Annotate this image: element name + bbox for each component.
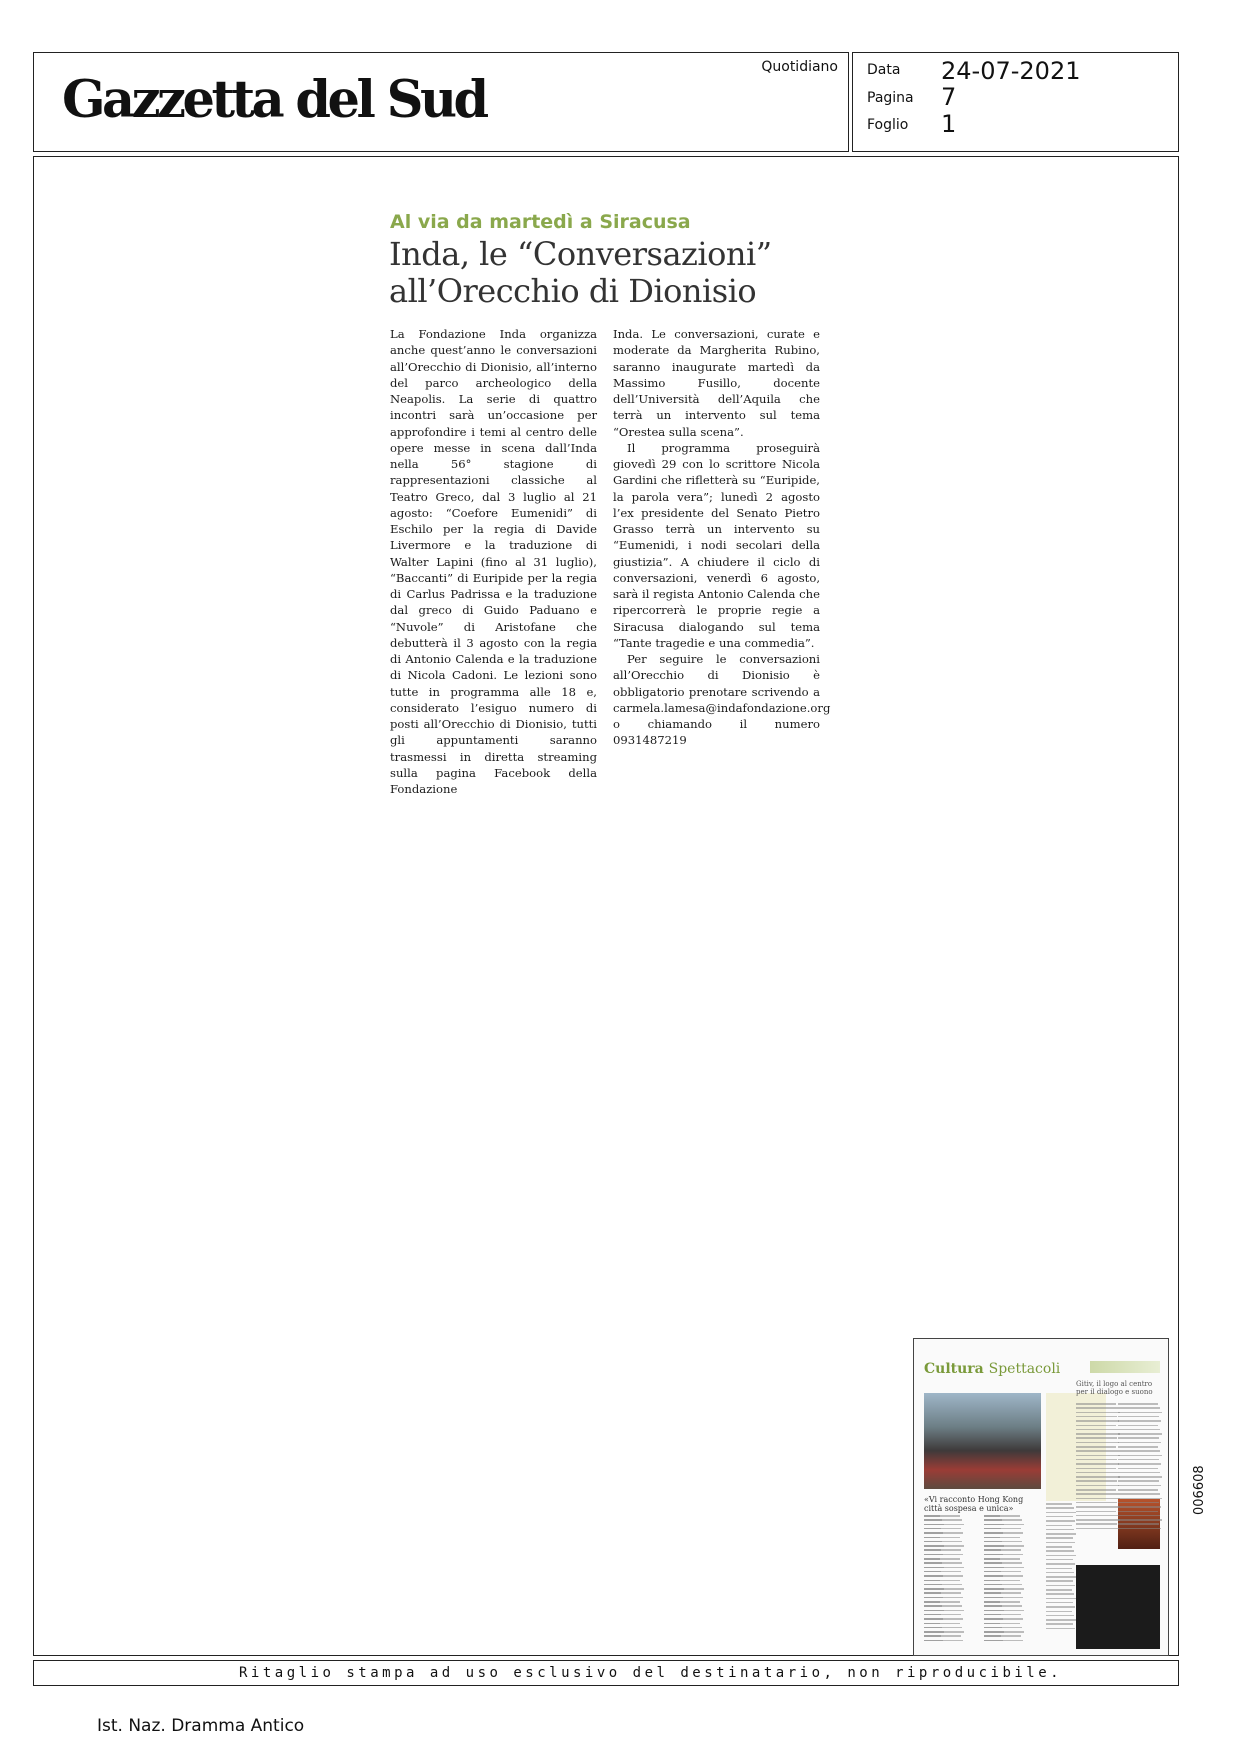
thumb-text-line (1046, 1516, 1073, 1518)
thumb-section-title-2: Spettacoli (988, 1361, 1061, 1377)
thumb-text-line (1118, 1480, 1159, 1482)
date-value: 24-07-2021 (941, 57, 1081, 85)
thumb-text-line (1046, 1533, 1076, 1535)
thumb-text-line (1118, 1412, 1162, 1414)
thumb-text-line (1076, 1515, 1118, 1517)
thumb-text-line (984, 1580, 1020, 1582)
thumb-text-line (1046, 1550, 1074, 1552)
masthead-logo: Gazzetta del Sud (62, 70, 486, 130)
thumb-text-line (984, 1554, 1023, 1556)
thumb-text-line (1076, 1433, 1120, 1435)
thumb-text-line (1046, 1537, 1073, 1539)
thumb-photo-hongkong (924, 1393, 1041, 1489)
thumb-text-line (924, 1575, 963, 1577)
thumb-text-line (1046, 1602, 1073, 1604)
thumb-text-line (924, 1623, 960, 1625)
thumb-text-line (1118, 1442, 1161, 1444)
col2-paragraph-3: Per seguire le conversazioni all’Orecchio di Dionisio è obbligatorio prenotare scrivendo a carmela.lamesa@indafondazione.org o chiamando il numero 0931487219 (613, 652, 831, 748)
thumb-text-line (1076, 1519, 1120, 1521)
thumb-text-line (984, 1623, 1020, 1625)
side-code: 006608 (1192, 1465, 1207, 1515)
thumb-text-line (1076, 1485, 1119, 1487)
thumb-text-line (1118, 1463, 1161, 1465)
thumb-text-line (1076, 1468, 1116, 1470)
footer-bar (33, 1660, 1179, 1686)
thumb-text-line (1118, 1403, 1158, 1405)
thumb-text-line (984, 1515, 1020, 1517)
thumb-text-line (1118, 1528, 1161, 1530)
thumb-text-line (924, 1571, 961, 1573)
article-kicker: Al via da martedì a Siracusa (390, 211, 691, 233)
thumb-text-line (1118, 1425, 1158, 1427)
thumb-text-line (1046, 1580, 1073, 1582)
thumb-text-line (924, 1537, 960, 1539)
thumb-text-line (924, 1614, 961, 1616)
thumb-text-line (1118, 1519, 1162, 1521)
thumb-text-line (984, 1575, 1023, 1577)
thumb-text-line (924, 1528, 961, 1530)
thumb-text-line (924, 1524, 964, 1526)
thumb-text-line (1076, 1450, 1118, 1452)
thumb-text-line (924, 1605, 962, 1607)
thumb-text-line (984, 1605, 1022, 1607)
thumb-text-line (1118, 1450, 1160, 1452)
thumb-text-line (984, 1610, 1024, 1612)
thumb-text-line (984, 1614, 1021, 1616)
thumb-text-line (1046, 1507, 1074, 1509)
thumb-text-line (1118, 1446, 1158, 1448)
owner-label: Ist. Naz. Dramma Antico (97, 1716, 305, 1736)
thumb-text-line (924, 1588, 964, 1590)
thumb-section-title-1: Cultura (924, 1361, 984, 1377)
thumb-text-line (1046, 1546, 1072, 1548)
thumb-text-line (984, 1640, 1023, 1642)
headline-line-2: all’Orecchio di Dionisio (389, 272, 757, 310)
thumb-text-line (984, 1588, 1024, 1590)
thumb-text-line (984, 1549, 1021, 1551)
thumb-text-line (984, 1584, 1022, 1586)
thumb-text-line (1118, 1472, 1160, 1474)
thumb-text-line (1118, 1476, 1162, 1478)
thumb-text-line (924, 1592, 961, 1594)
thumb-text-line (924, 1631, 964, 1633)
article-headline (389, 236, 772, 310)
thumb-text-line (1046, 1585, 1075, 1587)
thumb-text-line (1118, 1511, 1158, 1513)
footer-disclaimer: Ritaglio stampa ad uso esclusivo del destinatario, non riproducibile. (239, 1665, 1063, 1681)
thumb-text-line (1046, 1589, 1072, 1591)
thumb-text-line (924, 1627, 962, 1629)
thumb-text-line (1118, 1502, 1159, 1504)
header-masthead-box (33, 52, 849, 152)
thumb-text-line (1076, 1420, 1119, 1422)
thumb-text-line (924, 1567, 964, 1569)
thumb-text-line (1076, 1459, 1117, 1461)
thumb-text-line (1076, 1528, 1119, 1530)
thumb-text-line (924, 1519, 962, 1521)
page-label: Pagina (867, 90, 914, 106)
thumb-text-line (1118, 1459, 1159, 1461)
thumb-text-line (984, 1532, 1023, 1534)
thumb-text-line (1076, 1463, 1119, 1465)
thumb-text-line (1118, 1489, 1158, 1491)
thumb-text-line (1076, 1416, 1117, 1418)
thumb-text-line (1076, 1437, 1117, 1439)
thumb-text-line (924, 1580, 960, 1582)
thumb-headline-a: «Vi racconto Hong Kong città sospesa e unica» (924, 1495, 1024, 1513)
thumb-text-line (1118, 1437, 1159, 1439)
thumb-text-line (984, 1635, 1021, 1637)
thumb-text-line (924, 1562, 962, 1564)
thumb-text-line (1046, 1615, 1074, 1617)
thumb-text-line (924, 1532, 963, 1534)
thumb-text-line (924, 1584, 962, 1586)
thumb-text-line (1118, 1506, 1161, 1508)
thumb-text-line (1118, 1429, 1160, 1431)
thumb-text-line (1046, 1559, 1073, 1561)
thumb-text-line (984, 1558, 1020, 1560)
thumb-text-line (1046, 1572, 1074, 1574)
date-label: Data (867, 62, 901, 78)
thumb-text-line (984, 1524, 1024, 1526)
thumb-text-line (1076, 1407, 1118, 1409)
thumb-text-line (1076, 1480, 1117, 1482)
thumb-text-line (924, 1549, 961, 1551)
thumb-text-line (1076, 1425, 1116, 1427)
page-thumbnail (913, 1338, 1169, 1656)
thumb-text-line (1046, 1563, 1075, 1565)
thumb-text-line (1046, 1520, 1075, 1522)
thumb-text-line (1046, 1568, 1072, 1570)
thumb-text-line (1076, 1493, 1118, 1495)
headline-line-1: Inda, le “Conversazioni” (389, 235, 772, 273)
thumb-text-line (1118, 1515, 1160, 1517)
thumb-text-line (984, 1562, 1022, 1564)
thumb-text-line (924, 1610, 964, 1612)
thumb-text-line (984, 1537, 1020, 1539)
thumb-text-line (924, 1541, 962, 1543)
col2-paragraph-1: Inda. Le conversazioni, curate e moderate da Margherita Rubino, saranno inaugurate martedì da Massimo Fusillo, docente dell’Università dell’Aquila che terrà un intervento sul tema “Orestea sulla scena”. (613, 327, 820, 439)
thumb-text-line (984, 1601, 1020, 1603)
thumb-text-line (924, 1618, 963, 1620)
thumb-text-line (1076, 1429, 1118, 1431)
thumb-text-line (924, 1597, 963, 1599)
thumb-text-line (1118, 1523, 1159, 1525)
thumb-text-line (984, 1528, 1021, 1530)
thumb-text-line (1076, 1455, 1120, 1457)
thumb-text-line (984, 1618, 1023, 1620)
thumb-text-line (1076, 1442, 1119, 1444)
thumb-text-line (984, 1545, 1024, 1547)
thumb-text-line (1046, 1606, 1075, 1608)
thumb-text-line (1076, 1511, 1116, 1513)
thumb-promo-box (1090, 1361, 1160, 1373)
sheet-label: Foglio (867, 117, 909, 133)
thumb-text-line (924, 1558, 960, 1560)
thumb-text-line (1046, 1576, 1076, 1578)
thumb-text-line (984, 1597, 1023, 1599)
thumb-text-line (1046, 1611, 1072, 1613)
header-meta-box (852, 52, 1179, 152)
thumb-text-line (984, 1631, 1024, 1633)
thumb-text-line (924, 1545, 964, 1547)
thumb-text-line (984, 1541, 1022, 1543)
thumb-text-line (1076, 1506, 1119, 1508)
thumb-text-line (1076, 1489, 1116, 1491)
thumb-text-line (984, 1571, 1021, 1573)
thumb-text-line (1046, 1525, 1072, 1527)
thumb-text-line (1076, 1403, 1116, 1405)
thumb-dark-box (1076, 1565, 1160, 1649)
thumb-text-line (984, 1627, 1022, 1629)
sheet-value: 1 (941, 110, 957, 138)
thumb-text-line (1046, 1623, 1073, 1625)
thumb-text-line (1076, 1523, 1117, 1525)
thumb-text-line (1076, 1476, 1120, 1478)
thumb-text-line (1046, 1598, 1076, 1600)
thumb-text-line (924, 1635, 961, 1637)
thumb-text-line (1046, 1503, 1072, 1505)
thumb-text-line (1046, 1619, 1076, 1621)
thumb-text-line (984, 1567, 1024, 1569)
thumb-text-line (1118, 1433, 1162, 1435)
publication-type: Quotidiano (761, 59, 838, 75)
thumb-text-line (1076, 1472, 1118, 1474)
thumb-text-line (1118, 1468, 1158, 1470)
thumb-text-line (1046, 1512, 1076, 1514)
thumb-text-line (1046, 1542, 1075, 1544)
thumb-text-line (924, 1554, 963, 1556)
thumb-text-line (924, 1515, 960, 1517)
col2-paragraph-2: Il programma proseguirà giovedì 29 con lo scrittore Nicola Gardini che rifletterà su “Euripide, la parola vera”; lunedì 2 agosto l’ex presidente del Senato Pietro Grasso terrà un intervento su “Eumenidi, i nodi secolari della giustizia”. A chiudere il ciclo di conversazioni, venerdì 6 agosto, sarà il regista Antonio Calenda che ripercorrerà le proprie regie a Siracusa dialogando sul tema “Tante tragedie e una commedia”. (613, 440, 820, 650)
thumb-text-line (984, 1592, 1021, 1594)
thumb-text-line (1076, 1498, 1120, 1500)
thumb-text-line (1118, 1455, 1162, 1457)
thumb-text-line (1046, 1628, 1075, 1630)
thumb-text-line (1076, 1502, 1117, 1504)
thumb-section-title (924, 1361, 1060, 1377)
article-column-2 (613, 326, 831, 748)
thumb-text-line (1118, 1485, 1161, 1487)
thumb-text-line (1118, 1416, 1159, 1418)
thumb-text-line (924, 1601, 960, 1603)
page-value: 7 (941, 83, 957, 111)
thumb-text-line (1118, 1498, 1162, 1500)
thumb-text-line (1076, 1446, 1116, 1448)
thumb-text-line (1118, 1493, 1160, 1495)
thumb-headline-b: Gitiv, il logo al centro per il dialogo e suono (1076, 1380, 1153, 1396)
thumb-text-line (1118, 1407, 1160, 1409)
col1-paragraph-1: La Fondazione Inda organizza anche quest’anno le conversazioni all’Orecchio di Dionisio, all’interno del parco archeologico della Neapolis. La serie di quattro incontri sarà un’occasione per approfondire i temi al centro delle opere messe in scena dall’Inda nella 56° stagione di rappresentazioni classiche al Teatro Greco, dal 3 luglio al 21 agosto: “Coefore Eumenidi” di Eschilo per la regia di Davide Livermore e la traduzione di Walter Lapini (fino al 31 luglio), “Baccanti” di Euripide per la regia di Carlus Padrissa e la traduzione dal greco di Guido Paduano e “Nuvole” di Aristofane che debutterà il 3 agosto con la regia di Antonio Calenda e la traduzione di Nicola Cadoni. Le lezioni sono tutte in programma alle 18 e, considerato l’esiguo numero di posti all’Orecchio di Dionisio, tutti gli appuntamenti saranno trasmessi in diretta streaming sulla pagina Facebook della Fondazione (390, 327, 597, 796)
article-column-1 (390, 326, 597, 796)
thumb-text-line (1046, 1555, 1076, 1557)
thumb-text-line (1118, 1420, 1161, 1422)
thumb-text-line (924, 1640, 963, 1642)
thumb-text-line (1076, 1412, 1120, 1414)
thumb-text-line (1046, 1529, 1074, 1531)
thumb-text-line (984, 1519, 1022, 1521)
thumb-text-line (1046, 1593, 1074, 1595)
